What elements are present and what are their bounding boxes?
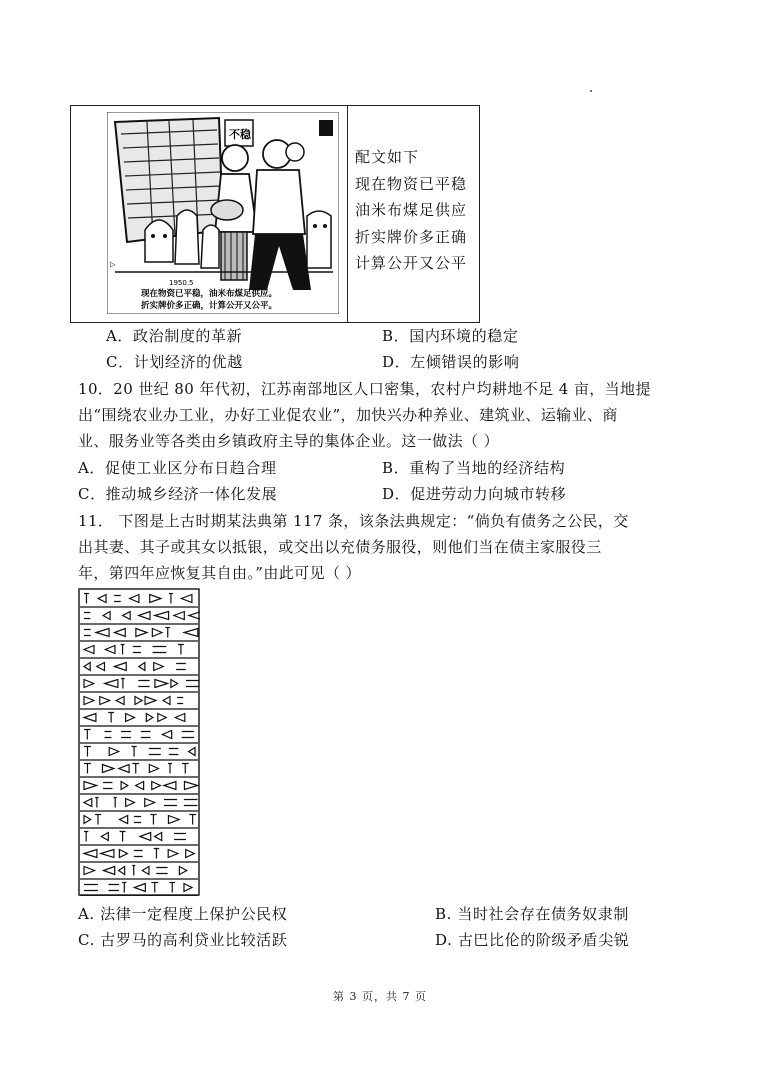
- q9-option-c: C．计划经济的优越: [106, 353, 243, 371]
- q11-option-d: D. 古巴比伦的阶级矛盾尖锐: [435, 931, 630, 949]
- cartoon-image: [107, 112, 339, 314]
- q11-option-c: C. 古罗马的高利贷业比较活跃: [78, 931, 288, 949]
- caption-line: 现在物资已平稳: [355, 174, 468, 193]
- q11-option-b: B. 当时社会存在债务奴隶制: [435, 905, 629, 923]
- table-divider: [347, 106, 348, 322]
- q9-option-b: B．国内环境的稳定: [382, 327, 519, 345]
- q10-option-b: B．重构了当地的经济结构: [382, 459, 566, 477]
- caption-line: 油米布煤足供应: [355, 201, 468, 219]
- q9-option-a: A．政治制度的革新: [106, 327, 243, 345]
- cartoon-date: 1950.5: [169, 279, 194, 287]
- q9-option-d: D．左倾错误的影响: [382, 353, 520, 371]
- cartoon-caption-line-1: 现在物资已平稳，油米布煤足供应。: [141, 289, 278, 299]
- page-footer: 第 3 页，共 7 页: [333, 990, 427, 1003]
- scan-speck: [590, 90, 592, 92]
- q11-stem-line: 年，第四年应恢复其自由。”由此可见（ ）: [78, 564, 361, 582]
- caption-line: 配文如下: [355, 148, 420, 166]
- q11-stem-line: 11． 下图是上古时期某法典第 117 条，该条法典规定：“倘负有债务之公民，交: [78, 512, 629, 530]
- q10-option-a: A．促使工业区分布日趋合理: [78, 459, 277, 477]
- svg-text:△: △: [109, 262, 117, 268]
- q11-stem-line: 出其妻、其子或其女以抵银，或交出以充债务服役，则他们当在债主家服役三: [78, 538, 602, 556]
- cartoon-figure-table: [70, 105, 480, 323]
- q10-option-c: C．推动城乡经济一体化发展: [78, 485, 278, 503]
- cuneiform-law-image: [78, 588, 200, 896]
- q10-stem-line: 业、服务业等各类由乡镇政府主导的集体企业。这一做法（ ）: [78, 432, 499, 450]
- cartoon-caption-line-2: 折实牌价多正确，计算公开又公平。: [141, 301, 278, 311]
- caption-line: 折实牌价多正确: [355, 227, 468, 246]
- q10-option-d: D．促进劳动力向城市转移: [382, 485, 567, 503]
- caption-column: [355, 144, 479, 277]
- caption-line: 计算公开又公平: [355, 254, 468, 272]
- cartoon-sign-text: 不稳: [229, 128, 251, 141]
- q11-option-a: A. 法律一定程度上保护公民权: [78, 905, 288, 923]
- q10-stem-line: 出“围绕农业办工业，办好工业促农业”，加快兴办种养业、建筑业、运输业、商: [78, 406, 618, 424]
- q10-stem-line: 10．20 世纪 80 年代初，江苏南部地区人口密集，农村户均耕地不足 4 亩，当地提: [78, 380, 651, 398]
